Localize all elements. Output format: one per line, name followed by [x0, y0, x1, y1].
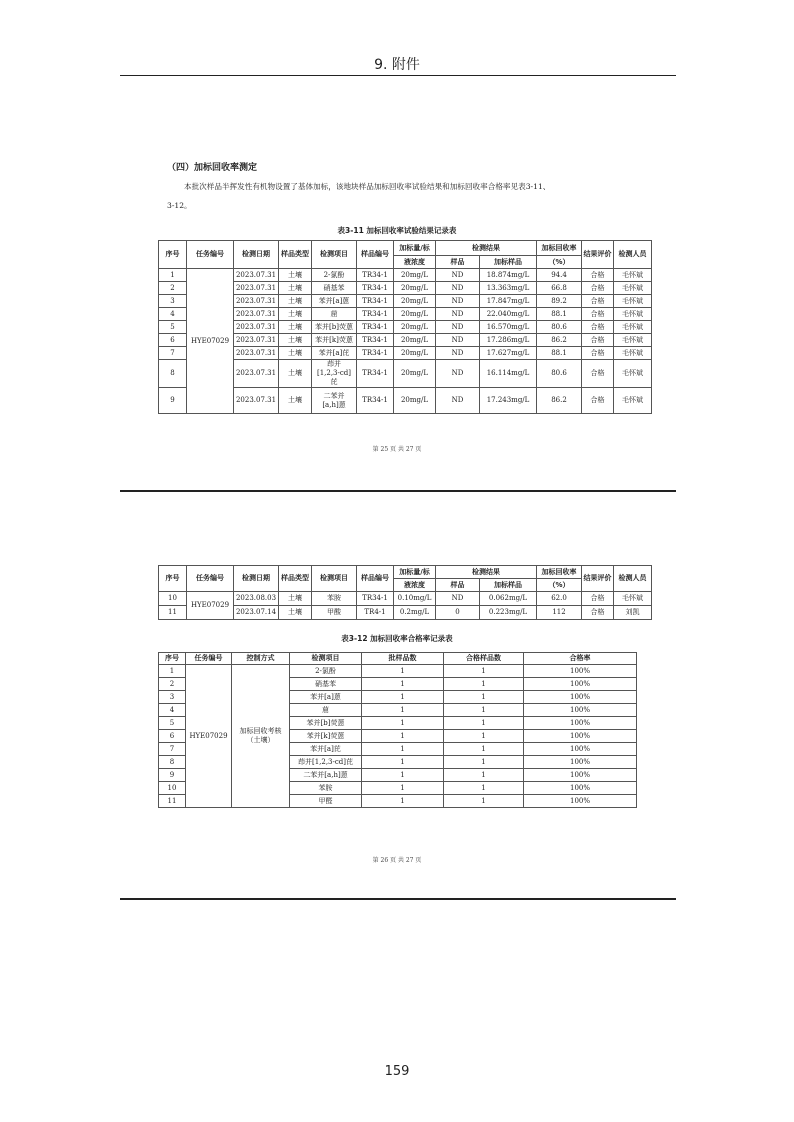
cell: 100% [524, 782, 637, 795]
cell: 100% [524, 769, 637, 782]
cell: 1 [362, 704, 444, 717]
recovery-test-table [158, 240, 652, 414]
cell: 1 [444, 665, 524, 678]
cell: 苯并[a]芘 [290, 743, 362, 756]
cell: 苯并[b]荧蒽 [312, 321, 357, 334]
table-row [159, 269, 652, 282]
cell: 甲酸 [312, 606, 357, 620]
cell: 合格 [582, 269, 614, 282]
cell: 7 [159, 743, 186, 756]
cell: 土壤 [279, 334, 312, 347]
cell: 7 [159, 347, 187, 360]
cell: 1 [362, 743, 444, 756]
cell: 10 [159, 782, 186, 795]
col-spiked: 加标样品 [480, 256, 537, 269]
cell: 硝基苯 [290, 678, 362, 691]
cell: 1 [444, 691, 524, 704]
cell: 3 [159, 295, 187, 308]
cell: 10 [159, 592, 187, 606]
cell: 1 [362, 782, 444, 795]
cell: 毛怀斌 [614, 347, 652, 360]
cell: 17.286mg/L [480, 334, 537, 347]
cell: 22.040mg/L [480, 308, 537, 321]
cell: 2023.08.03 [234, 592, 279, 606]
cell: 0.10mg/L [394, 592, 436, 606]
col-method: 控制方式 [232, 653, 290, 665]
cell: 土壤 [279, 606, 312, 620]
cell: 土壤 [279, 308, 312, 321]
col-sample-no: 样品编号 [357, 566, 394, 592]
col-item: 检测项目 [312, 241, 357, 269]
cell: 100% [524, 743, 637, 756]
col-pass: 合格样品数 [444, 653, 524, 665]
cell: 5 [159, 717, 186, 730]
cell: 2023.07.31 [234, 360, 279, 388]
cell: 1 [444, 730, 524, 743]
cell: 100% [524, 756, 637, 769]
cell: 2023.07.14 [234, 606, 279, 620]
cell: 17.847mg/L [480, 295, 537, 308]
col-batch: 批样品数 [362, 653, 444, 665]
cell: ND [436, 347, 480, 360]
cell: 土壤 [279, 592, 312, 606]
cell: 苯并[a]蒽 [312, 295, 357, 308]
col-task: 任务编号 [186, 653, 232, 665]
page-divider-1 [120, 490, 676, 492]
cell: 合格 [582, 388, 614, 414]
cell: 1 [362, 678, 444, 691]
cell: ND [436, 592, 480, 606]
cell: 20mg/L [394, 282, 436, 295]
cell: 刘凯 [614, 606, 652, 620]
table-row [159, 665, 637, 678]
cell: 66.8 [537, 282, 582, 295]
cell: TR34-1 [357, 282, 394, 295]
cell: ND [436, 388, 480, 414]
cell: ND [436, 321, 480, 334]
cell: 100% [524, 717, 637, 730]
col-pct: （%） [537, 579, 582, 592]
cell: 合格 [582, 295, 614, 308]
cell: 土壤 [279, 360, 312, 388]
page-header-title: 9. 附件 [374, 57, 420, 73]
section-paragraph-line1: 本批次样品半挥发性有机物设置了基体加标，该地块样品加标回收率试验结果和加标回收率合格率见表3-11、 [184, 182, 551, 191]
table2-caption: 表3-12 加标回收率合格率记录表 [341, 634, 453, 643]
cell: 20mg/L [394, 308, 436, 321]
cell: 2023.07.31 [234, 282, 279, 295]
cell: 9 [159, 388, 187, 414]
cell: 20mg/L [394, 360, 436, 388]
cell: 100% [524, 691, 637, 704]
cell: 1 [362, 756, 444, 769]
cell: 2-氯酚 [312, 269, 357, 282]
cell: TR4-1 [357, 606, 394, 620]
cell: 100% [524, 665, 637, 678]
cell: 16.570mg/L [480, 321, 537, 334]
col-person: 检测人员 [614, 566, 652, 592]
cell: 1 [444, 769, 524, 782]
cell: 二苯并[a,h]蒽 [312, 388, 357, 414]
col-spike: 加标量/标 [394, 241, 436, 256]
task-id-cell: HYE07029 [186, 665, 232, 808]
cell: 4 [159, 308, 187, 321]
col-recovery: 加标回收率 [537, 241, 582, 256]
cell: 土壤 [279, 388, 312, 414]
cell: 1 [444, 717, 524, 730]
cell: 0.2mg/L [394, 606, 436, 620]
cell: 土壤 [279, 295, 312, 308]
cell: 9 [159, 769, 186, 782]
col-spike-2: 液浓度 [394, 579, 436, 592]
cell: 2023.07.31 [234, 321, 279, 334]
cell: 20mg/L [394, 334, 436, 347]
page-divider-2 [120, 898, 676, 900]
cell: 0 [436, 606, 480, 620]
cell: 1 [362, 665, 444, 678]
col-item: 检测项目 [290, 653, 362, 665]
cell: 3 [159, 691, 186, 704]
section-paragraph-line2: 3-12。 [167, 201, 192, 210]
col-spike-2: 液浓度 [394, 256, 436, 269]
cell: 2023.07.31 [234, 334, 279, 347]
cell: 18.874mg/L [480, 269, 537, 282]
cell: 1 [444, 743, 524, 756]
cell: 土壤 [279, 269, 312, 282]
cell: 8 [159, 360, 187, 388]
cell: ND [436, 334, 480, 347]
table1-caption: 表3-11 加标回收率试验结果记录表 [337, 226, 457, 235]
task-id-cell: HYE07029 [187, 269, 234, 414]
cell: 毛怀斌 [614, 269, 652, 282]
cell: 土壤 [279, 347, 312, 360]
cell: 苯并[b]荧蒽 [290, 717, 362, 730]
table-row [159, 592, 652, 606]
cell: 1 [444, 756, 524, 769]
cell: 䓛 [290, 704, 362, 717]
cell: 2023.07.31 [234, 347, 279, 360]
cell: 硝基苯 [312, 282, 357, 295]
cell: 94.4 [537, 269, 582, 282]
cell: ND [436, 360, 480, 388]
col-seq: 序号 [159, 566, 187, 592]
cell: 88.1 [537, 308, 582, 321]
col-date: 检测日期 [234, 241, 279, 269]
page-footer-26: 第 26 页 共 27 页 [372, 857, 422, 864]
cell: 合格 [582, 360, 614, 388]
cell: ND [436, 282, 480, 295]
col-sample: 样品 [436, 579, 480, 592]
cell: TR34-1 [357, 360, 394, 388]
cell: 合格 [582, 321, 614, 334]
cell: 8 [159, 756, 186, 769]
cell: 土壤 [279, 282, 312, 295]
header-rule [120, 75, 676, 76]
cell: 茚并[1,2,3-cd]芘 [290, 756, 362, 769]
cell: 112 [537, 606, 582, 620]
cell: 1 [444, 678, 524, 691]
page-footer-25: 第 25 页 共 27 页 [372, 446, 422, 453]
task-id-cell: HYE07029 [187, 592, 234, 620]
cell: 苯并[k]荧蒽 [312, 334, 357, 347]
cell: 1 [362, 769, 444, 782]
cell: 合格 [582, 308, 614, 321]
cell: 4 [159, 704, 186, 717]
cell: 1 [444, 795, 524, 808]
col-rate: 合格率 [524, 653, 637, 665]
cell: 100% [524, 730, 637, 743]
cell: 2023.07.31 [234, 308, 279, 321]
cell: 毛怀斌 [614, 360, 652, 388]
col-eval: 结果评价 [582, 566, 614, 592]
col-spiked: 加标样品 [480, 579, 537, 592]
col-person: 检测人员 [614, 241, 652, 269]
col-type: 样品类型 [279, 241, 312, 269]
cell: 0.062mg/L [480, 592, 537, 606]
recovery-test-table-continued [158, 565, 652, 620]
cell: 毛怀斌 [614, 592, 652, 606]
cell: 合格 [582, 282, 614, 295]
cell: TR34-1 [357, 269, 394, 282]
cell: 86.2 [537, 334, 582, 347]
cell: 13.363mg/L [480, 282, 537, 295]
col-sample: 样品 [436, 256, 480, 269]
cell: 88.1 [537, 347, 582, 360]
col-eval: 结果评价 [582, 241, 614, 269]
cell: 毛怀斌 [614, 282, 652, 295]
cell: 2023.07.31 [234, 388, 279, 414]
cell: TR34-1 [357, 321, 394, 334]
cell: TR34-1 [357, 592, 394, 606]
col-task: 任务编号 [187, 241, 234, 269]
cell: TR34-1 [357, 295, 394, 308]
method-cell: 加标回收考核（土壤） [232, 665, 290, 808]
cell: 1 [362, 795, 444, 808]
recovery-pass-rate-table [158, 652, 637, 808]
col-date: 检测日期 [234, 566, 279, 592]
cell: 1 [444, 704, 524, 717]
cell: TR34-1 [357, 308, 394, 321]
cell: 1 [444, 782, 524, 795]
cell: 20mg/L [394, 295, 436, 308]
col-item: 检测项目 [312, 566, 357, 592]
cell: 11 [159, 606, 187, 620]
cell: 合格 [582, 347, 614, 360]
cell: 0.223mg/L [480, 606, 537, 620]
cell: 1 [362, 691, 444, 704]
cell: 2023.07.31 [234, 269, 279, 282]
cell: 1 [159, 665, 186, 678]
cell: 毛怀斌 [614, 295, 652, 308]
cell: 20mg/L [394, 269, 436, 282]
cell: 89.2 [537, 295, 582, 308]
cell: 17.243mg/L [480, 388, 537, 414]
cell: 二苯并[a,h]蒽 [290, 769, 362, 782]
cell: 11 [159, 795, 186, 808]
cell: ND [436, 308, 480, 321]
cell: 2 [159, 678, 186, 691]
cell: 苯胺 [312, 592, 357, 606]
cell: 1 [362, 730, 444, 743]
cell: 合格 [582, 592, 614, 606]
cell: 86.2 [537, 388, 582, 414]
section-heading: （四）加标回收率测定 [167, 163, 258, 173]
col-sample-no: 样品编号 [357, 241, 394, 269]
cell: 合格 [582, 334, 614, 347]
cell: 17.627mg/L [480, 347, 537, 360]
col-type: 样品类型 [279, 566, 312, 592]
cell: 苯并[k]荧蒽 [290, 730, 362, 743]
cell: 16.114mg/L [480, 360, 537, 388]
col-spike: 加标量/标 [394, 566, 436, 579]
cell: 80.6 [537, 360, 582, 388]
cell: 80.6 [537, 321, 582, 334]
cell: 毛怀斌 [614, 388, 652, 414]
cell: TR34-1 [357, 347, 394, 360]
cell: 茚并[1,2,3-cd]芘 [312, 360, 357, 388]
cell: 62.0 [537, 592, 582, 606]
cell: 20mg/L [394, 321, 436, 334]
col-pct: （%） [537, 256, 582, 269]
cell: 苯并[a]蒽 [290, 691, 362, 704]
cell: 6 [159, 334, 187, 347]
cell: ND [436, 269, 480, 282]
cell: 合格 [582, 606, 614, 620]
cell: TR34-1 [357, 388, 394, 414]
col-task: 任务编号 [187, 566, 234, 592]
cell: 土壤 [279, 321, 312, 334]
cell: 20mg/L [394, 388, 436, 414]
cell: 2023.07.31 [234, 295, 279, 308]
cell: 100% [524, 678, 637, 691]
cell: 100% [524, 795, 637, 808]
cell: ND [436, 295, 480, 308]
cell: 2 [159, 282, 187, 295]
col-seq: 序号 [159, 241, 187, 269]
col-result: 检测结果 [436, 566, 537, 579]
cell: 甲醛 [290, 795, 362, 808]
cell: 苯并[a]芘 [312, 347, 357, 360]
cell: 100% [524, 704, 637, 717]
cell: 5 [159, 321, 187, 334]
col-result: 检测结果 [436, 241, 537, 256]
col-seq: 序号 [159, 653, 186, 665]
cell: 1 [159, 269, 187, 282]
cell: 毛怀斌 [614, 321, 652, 334]
col-recovery: 加标回收率 [537, 566, 582, 579]
cell: 毛怀斌 [614, 334, 652, 347]
cell: 苯胺 [290, 782, 362, 795]
cell: 䓛 [312, 308, 357, 321]
cell: 6 [159, 730, 186, 743]
cell: 1 [362, 717, 444, 730]
cell: 毛怀斌 [614, 308, 652, 321]
cell: 2-氯酚 [290, 665, 362, 678]
cell: TR34-1 [357, 334, 394, 347]
cell: 20mg/L [394, 347, 436, 360]
page-number: 159 [384, 1064, 410, 1079]
